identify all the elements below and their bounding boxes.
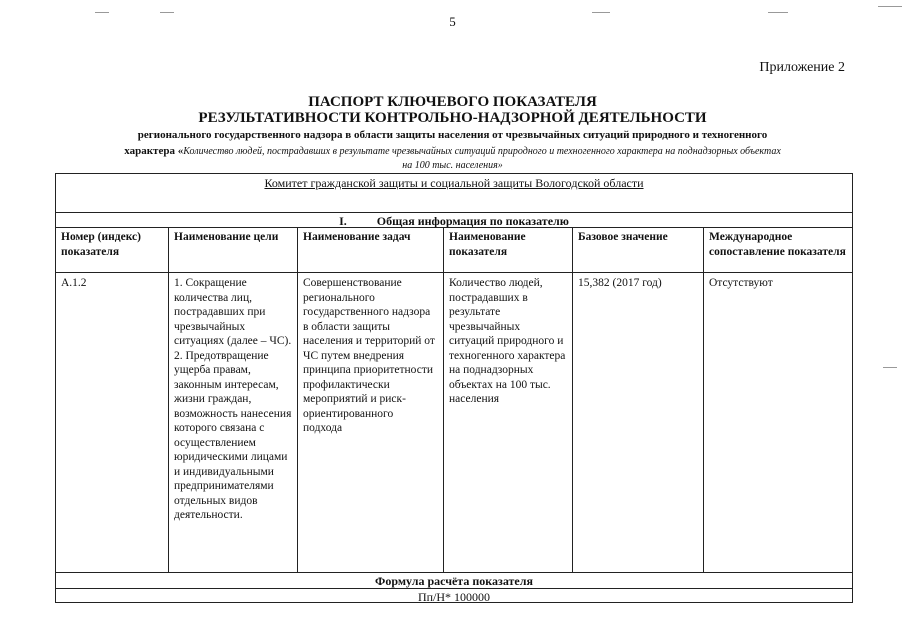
- scan-artifact: [95, 12, 109, 13]
- scan-artifact: [883, 367, 897, 368]
- appendix-label: Приложение 2: [759, 60, 845, 75]
- header-tasks: Наименование задач: [303, 231, 411, 243]
- section-number: I.: [339, 214, 347, 228]
- column-divider: [703, 227, 704, 572]
- header-goal: Наименование цели: [174, 231, 279, 243]
- cell-base-value: 15,382 (2017 год): [578, 277, 662, 289]
- formula-value: Пп/Н* 100000: [417, 590, 491, 604]
- scan-artifact: [160, 12, 174, 13]
- column-divider: [443, 227, 444, 572]
- cell-indicator: Количество людей, пострадавших в результате чрезвычайных ситуаций природного и техногенного характера на поднадзорных объектах на 100 тыс. населения: [449, 277, 566, 405]
- column-divider: [168, 227, 169, 572]
- section-title: Общая информация по показателю: [376, 214, 569, 228]
- header-indicator: Наименование показателя: [449, 231, 526, 258]
- document-title-line1: ПАСПОРТ КЛЮЧЕВОГО ПОКАЗАТЕЛЯ: [308, 94, 597, 110]
- committee-name: Комитет гражданской защиты и социальной защиты Вологодской области: [264, 176, 644, 190]
- subtitle-line3: на 100 тыс. населения»: [402, 160, 503, 171]
- table-divider: [56, 572, 852, 573]
- cell-index: А.1.2: [61, 277, 87, 289]
- scan-artifact: [592, 12, 610, 13]
- scan-artifact: [768, 12, 788, 13]
- scan-artifact: [878, 6, 902, 7]
- subtitle-line2-bold: характера «: [124, 145, 184, 157]
- cell-goal: 1. Сокращение количества лиц, пострадавших при чрезвычайных ситуациях (далее – ЧС). 2. Предотвращение ущерба правам, законным интересам, жизни граждан, возможность нанесения которого связана с осуществлением юридическими лицами и индивидуальными предпринимателями отдельных видов деятельности.: [174, 277, 292, 521]
- cell-international-comparison: Отсутствуют: [709, 277, 773, 289]
- indicator-passport-table: [55, 173, 853, 603]
- header-index: Номер (индекс) показателя: [61, 231, 141, 258]
- document-title-line2: РЕЗУЛЬТАТИВНОСТИ КОНТРОЛЬНО-НАДЗОРНОЙ ДЕЯТЕЛЬНОСТИ: [198, 110, 707, 126]
- subtitle-line2-italic: Количество людей, пострадавших в результате чрезвычайных ситуаций природного и техногенного характера на поднадзорных объектах: [183, 146, 781, 157]
- formula-heading: Формула расчёта показателя: [375, 574, 533, 588]
- table-divider: [56, 227, 852, 228]
- header-base-value: Базовое значение: [578, 231, 668, 243]
- page-number: 5: [449, 14, 456, 29]
- table-divider: [56, 212, 852, 213]
- header-international-comparison: Международное сопоставление показателя: [709, 231, 846, 258]
- subtitle-line1: регионального государственного надзора в области защиты населения от чрезвычайных ситуаций природного и техногенного: [137, 129, 768, 141]
- subtitle-line2: [40, 145, 865, 157]
- table-divider: [56, 272, 852, 273]
- column-divider: [297, 227, 298, 572]
- cell-tasks: Совершенствование регионального государственного надзора в области защиты населения и территорий от ЧС путем внедрения принципа приоритетности профилактически мероприятий и риск-ориентированного подхода: [303, 277, 435, 434]
- column-divider: [572, 227, 573, 572]
